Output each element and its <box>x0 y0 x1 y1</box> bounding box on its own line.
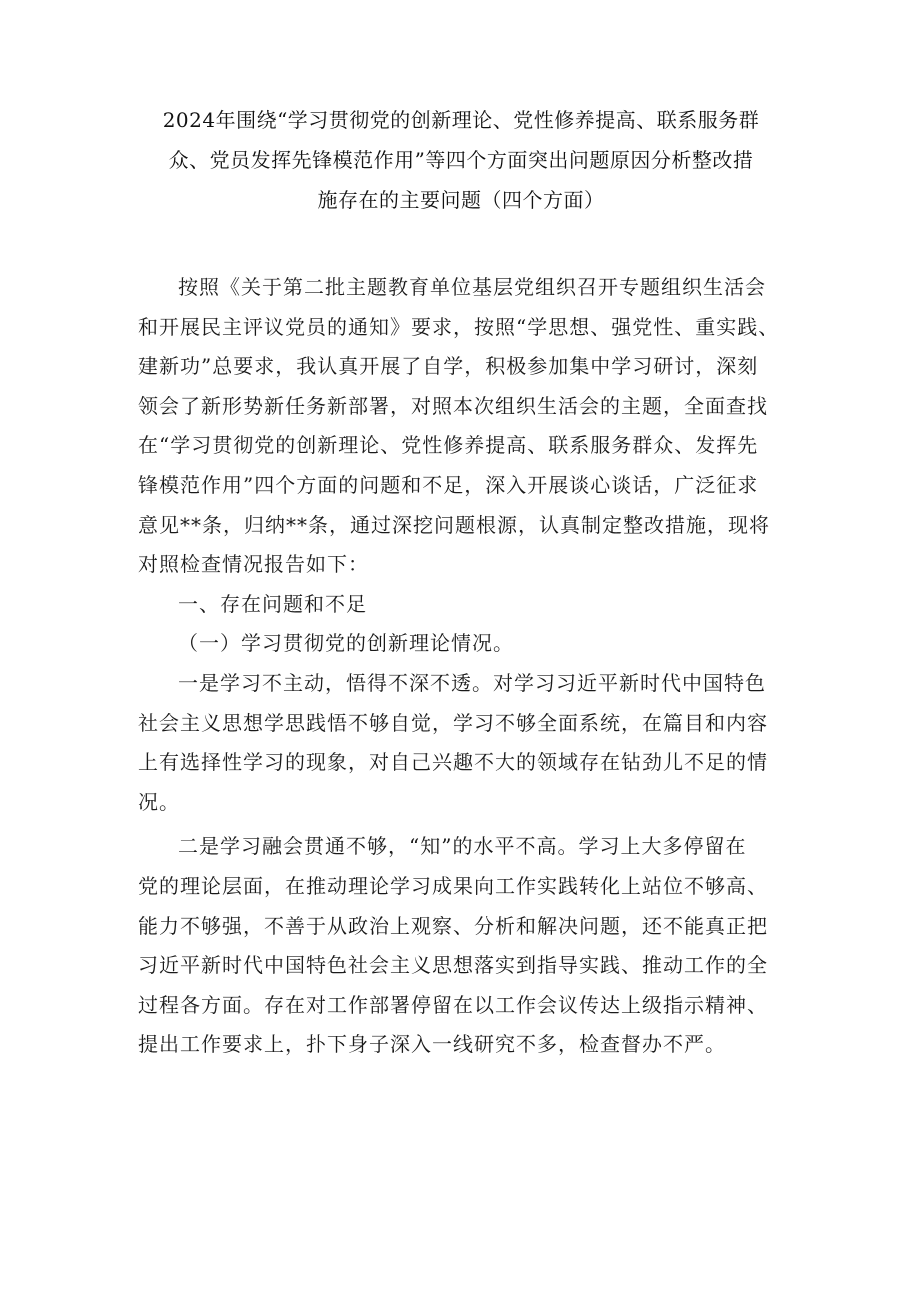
text-line: 况。 <box>138 789 180 814</box>
document-title <box>138 100 784 220</box>
text-line: 在“学习贯彻党的创新理论、党性修养提高、联系服务群众、发挥先 <box>138 433 759 458</box>
text-line: 二是学习融会贯通不够，“知”的水平不高。学习上大多停留在 <box>178 834 747 859</box>
text-line: 锋模范作用”四个方面的问题和不足，深入开展谈心谈话，广泛征求 <box>138 472 759 497</box>
point-1-paragraph <box>138 664 786 822</box>
point-2-paragraph <box>138 827 786 1065</box>
text-line: 对照检查情况报告如下： <box>138 552 369 577</box>
document-body <box>138 268 786 1065</box>
intro-paragraph <box>138 268 786 585</box>
text-line: 能力不够强，不善于从政治上观察、分析和解决问题，还不能真正把 <box>138 913 768 938</box>
title-line: 施存在的主要问题（四个方面） <box>317 188 605 212</box>
text-line: 提出工作要求上，扑下身子深入一线研究不多，检查督办不严。 <box>138 1032 726 1057</box>
text-line: 领会了新形势新任务新部署，对照本次组织生活会的主题，全面查找 <box>138 393 768 418</box>
text-line: 过程各方面。存在对工作部署停留在以工作会议传达上级指示精神、 <box>138 992 768 1017</box>
subsection-heading: （一）学习贯彻党的创新理论情况。 <box>178 631 514 656</box>
text-line: 党的理论层面，在推动理论学习成果向工作实践转化上站位不够高、 <box>138 873 768 898</box>
text-line: 习近平新时代中国特色社会主义思想落实到指导实践、推动工作的全 <box>138 953 768 978</box>
title-line: 众、党员发挥先锋模范作用”等四个方面突出问题原因分析整改措 <box>168 148 754 172</box>
text-line: 意见**条，归纳**条，通过深挖问题根源，认真制定整改措施，现将 <box>138 512 770 537</box>
text-line: 和开展民主评议党员的通知》要求，按照“学思想、强党性、重实践、 <box>138 314 780 339</box>
title-line: 2024年围绕“学习贯彻党的创新理论、党性修养提高、联系服务群 <box>162 108 760 132</box>
text-line: 一是学习不主动，悟得不深不透。对学习习近平新时代中国特色 <box>178 670 766 695</box>
text-line: 上有选择性学习的现象，对自己兴趣不大的领域存在钻劲儿不足的情 <box>138 750 768 775</box>
text-line: 按照《关于第二批主题教育单位基层党组织召开专题组织生活会 <box>178 275 766 299</box>
text-line: 社会主义思想学思践悟不够自觉，学习不够全面系统，在篇目和内容 <box>138 710 768 735</box>
text-line: 建新功”总要求，我认真开展了自学，积极参加集中学习研讨，深刻 <box>138 354 759 379</box>
section-heading: 一、存在问题和不足 <box>178 591 367 616</box>
